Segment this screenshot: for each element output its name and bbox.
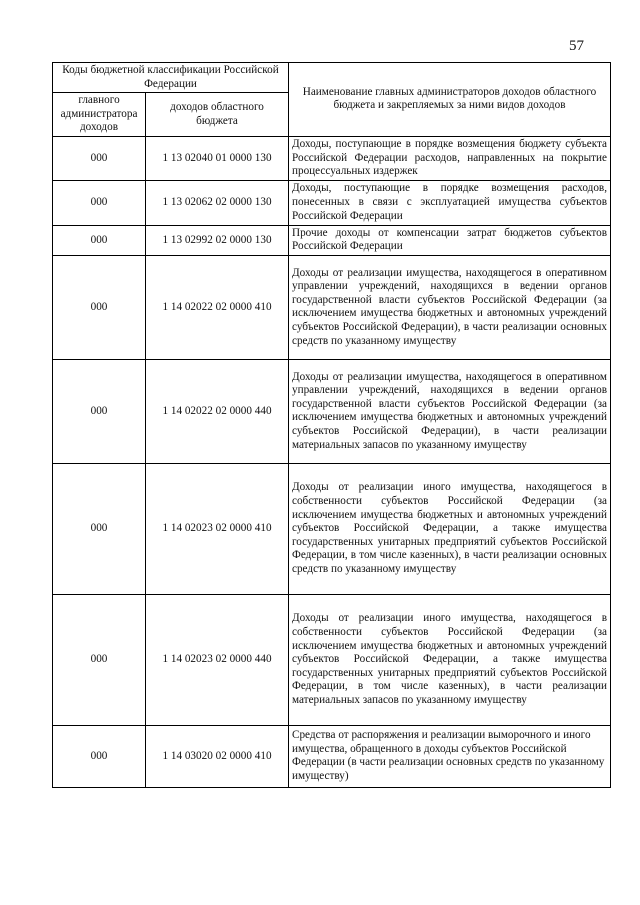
income-name-cell: Доходы от реализации имущества, находящегося в оперативном управлении учреждений, находящихся в ведении органов государственной власти субъектов Российской Федерации (за исключением имущества бюджетных и автономных учреждений субъектов Российской Федерации), в части реализации основных средств по указанному имуществу: [289, 255, 611, 359]
admin-code-cell: 000: [53, 225, 146, 255]
budget-classification-table: [52, 62, 611, 788]
income-name-cell: Доходы от реализации иного имущества, находящегося в собственности субъектов Российской Федерации (за исключением имущества бюджетных и автономных учреждений субъектов Российской Федерации, а также имущества государственных унитарных предприятий субъектов Российской Федерации, в том числе казенных), в части реализации материальных запасов по указанному имуществу: [289, 594, 611, 725]
admin-code-cell: 000: [53, 463, 146, 594]
income-name-cell: Доходы, поступающие в порядке возмещения бюджету субъекта Российской Федерации расходов, направленных на покрытие процессуальных издержек: [289, 136, 611, 180]
admin-code-cell: 000: [53, 136, 146, 180]
table-row: [53, 180, 611, 225]
table-row: [53, 136, 611, 180]
income-code-cell: 1 14 02022 02 0000 440: [146, 359, 289, 463]
admin-code-cell: 000: [53, 359, 146, 463]
table-row: [53, 255, 611, 359]
header-col-name: Наименование главных администраторов доходов областного бюджета и закрепляемых за ними видов доходов: [289, 63, 611, 137]
income-code-cell: 1 14 03020 02 0000 410: [146, 725, 289, 787]
admin-code-cell: 000: [53, 594, 146, 725]
header-group-title: Коды бюджетной классификации Российской Федерации: [53, 63, 289, 93]
admin-code-cell: 000: [53, 725, 146, 787]
income-name-cell: Средства от распоряжения и реализации выморочного и иного имущества, обращенного в доходы субъектов Российской Федерации (в части реализации основных средств по указанному имуществу): [289, 725, 611, 787]
income-name-cell: Доходы от реализации иного имущества, находящегося в собственности субъектов Российской Федерации (за исключением имущества бюджетных и автономных учреждений субъектов Российской Федерации, а также имущества государственных унитарных предприятий субъектов Российской Федерации, в том числе казенных), в части реализации основных средств по указанному имуществу: [289, 463, 611, 594]
admin-code-cell: 000: [53, 255, 146, 359]
income-code-cell: 1 14 02022 02 0000 410: [146, 255, 289, 359]
income-name-cell: Доходы, поступающие в порядке возмещения расходов, понесенных в связи с эксплуатацией имущества субъектов Российской Федерации: [289, 180, 611, 225]
table-row: [53, 594, 611, 725]
header-col-income: доходов областного бюджета: [146, 93, 289, 137]
header-col-admin: главного администратора доходов: [53, 93, 146, 137]
table-row: [53, 463, 611, 594]
admin-code-cell: 000: [53, 180, 146, 225]
table-row: [53, 725, 611, 787]
income-name-cell: Доходы от реализации имущества, находящегося в оперативном управлении учреждений, находящихся в ведении органов государственной власти субъектов Российской Федерации (за исключением имущества бюджетных и автономных учреждений субъектов Российской Федерации), в части реализации материальных запасов по указанному имуществу: [289, 359, 611, 463]
income-code-cell: 1 14 02023 02 0000 440: [146, 594, 289, 725]
page-number: 57: [569, 38, 584, 54]
income-code-cell: 1 14 02023 02 0000 410: [146, 463, 289, 594]
income-code-cell: 1 13 02992 02 0000 130: [146, 225, 289, 255]
income-name-cell: Прочие доходы от компенсации затрат бюджетов субъектов Российской Федерации: [289, 225, 611, 255]
income-code-cell: 1 13 02062 02 0000 130: [146, 180, 289, 225]
table-row: [53, 359, 611, 463]
table-row: [53, 225, 611, 255]
income-code-cell: 1 13 02040 01 0000 130: [146, 136, 289, 180]
